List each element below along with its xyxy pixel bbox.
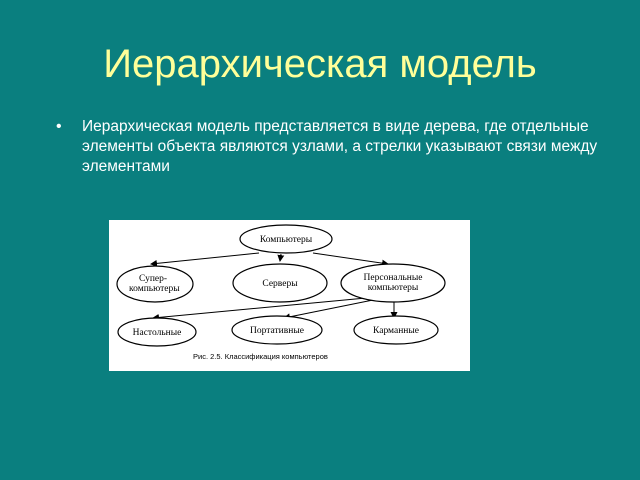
node-desktop bbox=[118, 318, 196, 346]
bullet-item bbox=[56, 117, 616, 177]
node-servers-label: Серверы bbox=[262, 279, 298, 289]
node-servers bbox=[233, 264, 327, 302]
slide-title: Иерархическая модель bbox=[103, 42, 537, 86]
node-portable bbox=[232, 316, 322, 344]
node-supercomputers bbox=[117, 266, 193, 302]
bullet-text: Иерархическая модель представляется в виде дерева, где отдельные элементы объекта являются узлами, а стрелки указывают связи между элементами bbox=[82, 118, 598, 175]
hierarchy-diagram bbox=[109, 220, 470, 371]
node-desktop-label: Настольные bbox=[132, 328, 182, 338]
node-pocket-label: Карманные bbox=[373, 326, 419, 336]
edge-root-super bbox=[151, 253, 259, 264]
diagram-caption: Рис. 2.5. Классификация компьютеров bbox=[193, 352, 328, 361]
node-personal-computers bbox=[341, 264, 445, 302]
node-personal-label-2: компьютеры bbox=[367, 283, 419, 293]
node-personal-label-1: Персональные bbox=[363, 273, 423, 283]
node-portable-label: Портативные bbox=[250, 326, 304, 336]
edge-personal-portable bbox=[284, 300, 373, 318]
bullet-marker: • bbox=[56, 118, 62, 135]
edge-root-servers bbox=[280, 254, 281, 261]
node-supercomputers-label-2: компьютеры bbox=[129, 284, 180, 294]
diagram-canvas bbox=[109, 220, 470, 371]
edge-root-personal bbox=[313, 253, 388, 264]
node-computers bbox=[240, 225, 332, 253]
node-computers-label: Компьютеры bbox=[259, 235, 313, 245]
node-supercomputers-label-1: Супер- bbox=[139, 274, 168, 284]
node-pocket bbox=[354, 316, 438, 344]
